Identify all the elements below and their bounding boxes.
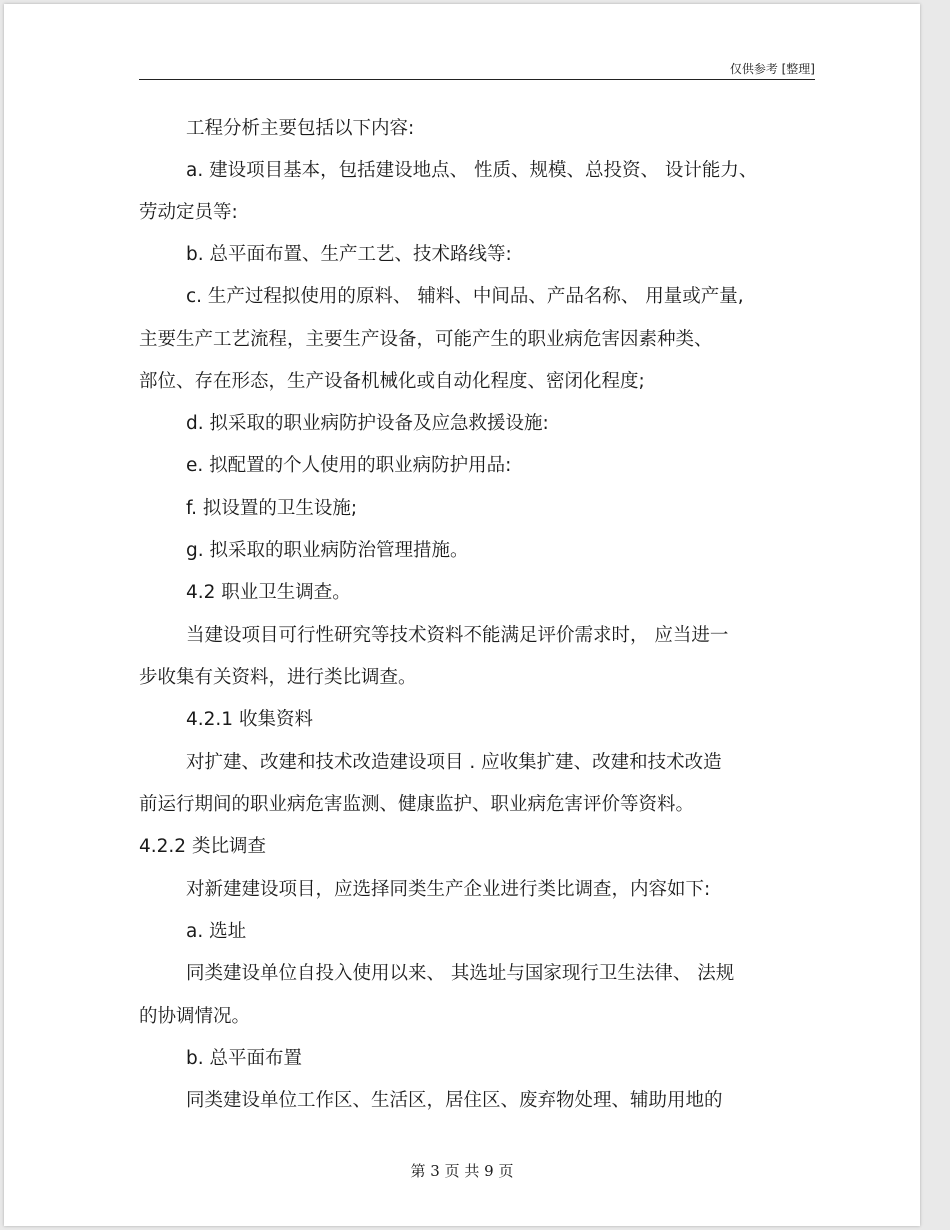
text-line: 步收集有关资料，进行类比调查。	[139, 667, 417, 688]
page-header: 仅供参考 [整理]	[729, 62, 815, 76]
text-line: f. 拟设置的卫生设施;	[186, 498, 358, 519]
text-line: a. 选址	[186, 921, 247, 942]
text-line: 对新建建设项目，应选择同类生产企业进行类比调查，内容如下:	[186, 879, 711, 900]
document-page	[4, 4, 920, 1226]
text-line: e. 拟配置的个人使用的职业病防护用品:	[186, 455, 512, 476]
text-line: g. 拟采取的职业病防治管理措施。	[186, 540, 469, 561]
text-line: b. 总平面布置、生产工艺、技术路线等:	[186, 244, 512, 265]
section-heading: 4.2.2 类比调查	[139, 836, 266, 857]
text-line: 对扩建、改建和技术改造建设项目 . 应收集扩建、改建和技术改造	[186, 752, 722, 773]
text-line: b. 总平面布置	[186, 1048, 303, 1069]
text-line: 的协调情况。	[139, 1006, 251, 1027]
text-line: 工程分析主要包括以下内容:	[186, 118, 415, 139]
text-line: a. 建设项目基本，包括建设地点、 性质、规模、总投资、 设计能力、	[186, 160, 758, 181]
text-line: 同类建设单位自投入使用以来、 其选址与国家现行卫生法律、 法规	[186, 963, 735, 984]
text-line: 部位、存在形态，生产设备机械化或自动化程度、密闭化程度;	[139, 371, 645, 392]
text-line: 主要生产工艺流程，主要生产设备，可能产生的职业病危害因素种类、	[139, 329, 713, 350]
text-line: 当建设项目可行性研究等技术资料不能满足评价需求时， 应当进一	[186, 625, 729, 646]
text-line: c. 生产过程拟使用的原料、 辅料、中间品、产品名称、 用量或产量,	[186, 286, 744, 307]
text-line: d. 拟采取的职业病防护设备及应急救援设施:	[186, 413, 549, 434]
section-heading: 4.2.1 收集资料	[186, 709, 313, 730]
text-line: 同类建设单位工作区、生活区，居住区、废弃物处理、辅助用地的	[186, 1090, 723, 1111]
header-rule	[139, 79, 815, 80]
page-footer: 第 3 页 共 9 页	[410, 1162, 514, 1180]
section-heading: 4.2 职业卫生调查。	[186, 582, 351, 603]
text-line: 前运行期间的职业病危害监测、健康监护、职业病危害评价等资料。	[139, 794, 695, 815]
text-line: 劳动定员等:	[139, 202, 238, 223]
